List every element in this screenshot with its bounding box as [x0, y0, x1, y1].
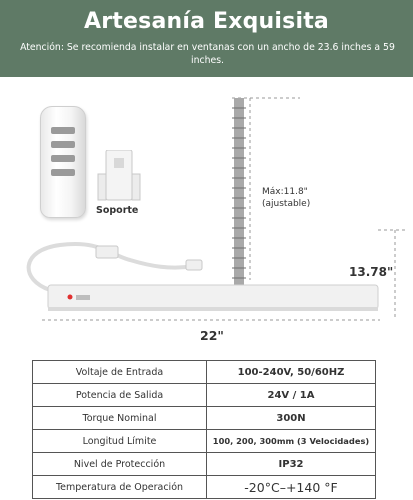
- spec-value: 100-240V, 50/60HZ: [207, 361, 376, 384]
- spec-label: Potencia de Salida: [33, 384, 207, 407]
- height-dimension: 13.78": [349, 265, 394, 279]
- table-row: [33, 453, 376, 476]
- table-row: [33, 361, 376, 384]
- spec-value: 300N: [207, 407, 376, 430]
- specifications-table: [32, 360, 376, 499]
- header-banner: [0, 0, 413, 77]
- spec-label: Torque Nominal: [33, 407, 207, 430]
- width-dimension: 22": [200, 328, 224, 343]
- adjustable-note: (ajustable): [262, 199, 311, 209]
- spec-label: Longitud Límite: [33, 430, 207, 453]
- actuator-illustration: [0, 80, 413, 340]
- table-row: [33, 407, 376, 430]
- spec-value: IP32: [207, 453, 376, 476]
- max-height-label: [262, 186, 310, 210]
- installation-notice: Atención: Se recomienda instalar en ventanas con un ancho de 23.6 inches a 59 inches.: [20, 42, 395, 66]
- table-row: [33, 384, 376, 407]
- table-row: [33, 476, 376, 499]
- table-row: [33, 430, 376, 453]
- spec-value: -20°C–+140 °F: [207, 476, 376, 499]
- max-height-value: Máx:11.8": [262, 187, 308, 197]
- spec-value: 100, 200, 300mm (3 Velocidades): [207, 430, 376, 453]
- spec-value: 24V / 1A: [207, 384, 376, 407]
- spec-label: Nivel de Protección: [33, 453, 207, 476]
- page-title: Artesanía Exquisita: [84, 9, 329, 34]
- spec-label: Temperatura de Operación: [33, 476, 207, 499]
- spec-label: Voltaje de Entrada: [33, 361, 207, 384]
- bracket-label: Soporte: [96, 205, 139, 216]
